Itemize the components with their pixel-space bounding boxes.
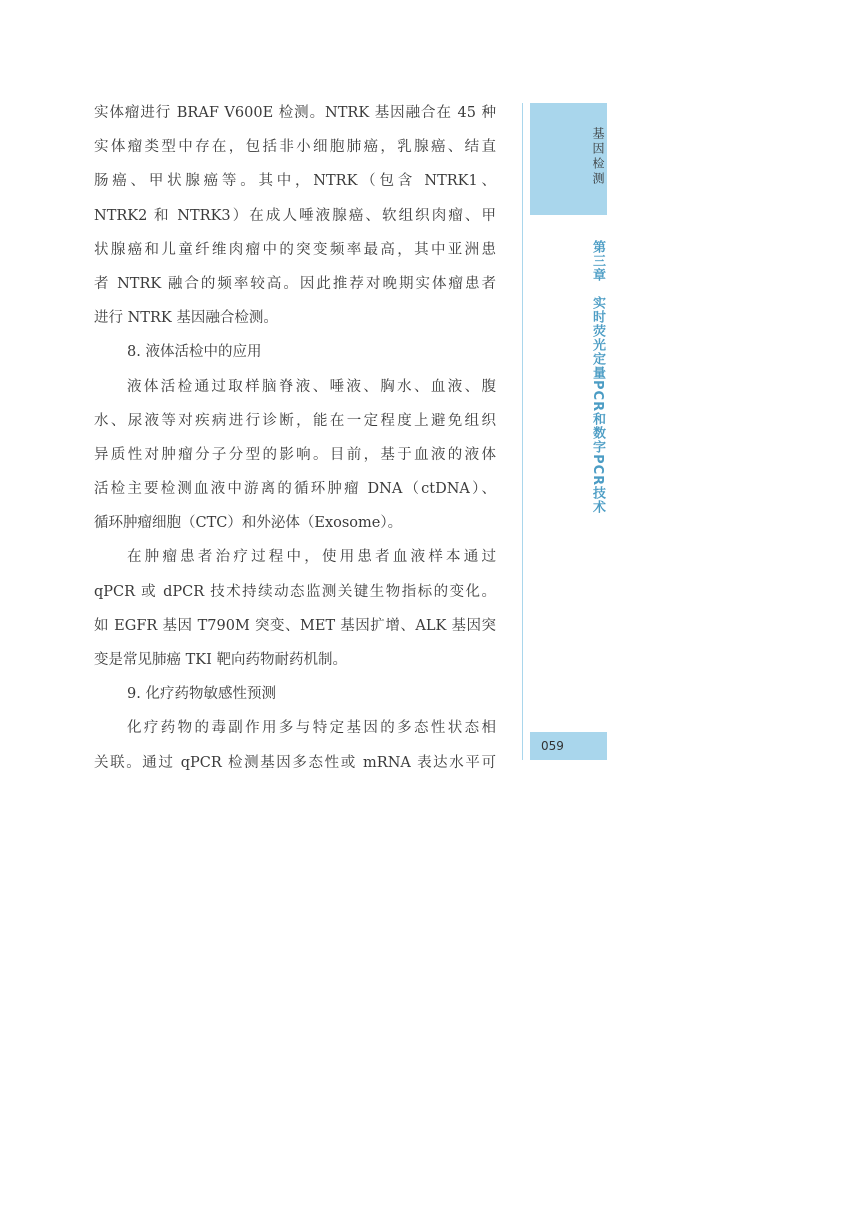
section-heading: 8. 液体活检中的应用 xyxy=(127,344,262,361)
body-line: 状腺癌和儿童纤维肉瘤中的突变频率最高，其中亚洲患 xyxy=(94,241,496,258)
body-line: 水、尿液等对疾病进行诊断，能在一定程度上避免组织 xyxy=(94,412,496,429)
body-line: 变是常见肺癌 TKI 靶向药物耐药机制。 xyxy=(94,652,347,668)
body-line: 实体瘤进行 BRAF V600E 检测。NTRK 基因融合在 45 种 xyxy=(94,105,496,121)
body-line: 在肿瘤患者治疗过程中，使用患者血液样本通过 xyxy=(127,549,496,566)
body-line: 进行 NTRK 基因融合检测。 xyxy=(94,310,278,327)
margin-divider xyxy=(522,103,523,760)
body-line: 实体瘤类型中存在，包括非小细胞肺癌，乳腺癌、结直 xyxy=(94,139,496,156)
page-number-box xyxy=(530,732,607,760)
chapter-running-head xyxy=(530,240,607,540)
body-line: 液体活检通过取样脑脊液、唾液、胸水、血液、腹 xyxy=(127,378,496,395)
body-line: NTRK2 和 NTRK3）在成人唾液腺癌、软组织肉瘤、甲 xyxy=(94,207,496,224)
section-tab-label: 基因检测 xyxy=(591,127,605,187)
body-text xyxy=(94,96,496,780)
body-line: 如 EGFR 基因 T790M 突变、MET 基因扩增、ALK 基因突 xyxy=(94,617,496,634)
section-tab xyxy=(530,103,607,215)
body-line: 异质性对肿瘤分子分型的影响。目前，基于血液的液体 xyxy=(94,446,496,463)
body-line: 关联。通过 qPCR 检测基因多态性或 mRNA 表达水平可 xyxy=(94,754,496,771)
body-line: 化疗药物的毒副作用多与特定基因的多态性状态相 xyxy=(127,720,496,737)
section-heading: 9. 化疗药物敏感性预测 xyxy=(127,686,276,703)
body-line: 循环肿瘤细胞（CTC）和外泌体（Exosome）。 xyxy=(94,515,403,532)
body-line: 者 NTRK 融合的频率较高。因此推荐对晚期实体瘤患者 xyxy=(94,275,496,292)
body-line: qPCR 或 dPCR 技术持续动态监测关键生物指标的变化。 xyxy=(94,583,496,600)
chapter-title: 第三章 实时荧光定量PCR和数字PCR技术 xyxy=(590,240,605,515)
body-line: 肠癌、甲状腺癌等。其中，NTRK（包含 NTRK1、 xyxy=(94,173,496,190)
body-line: 活检主要检测血液中游离的循环肿瘤 DNA（ctDNA）、 xyxy=(94,481,496,498)
page-number: 059 xyxy=(541,739,564,753)
